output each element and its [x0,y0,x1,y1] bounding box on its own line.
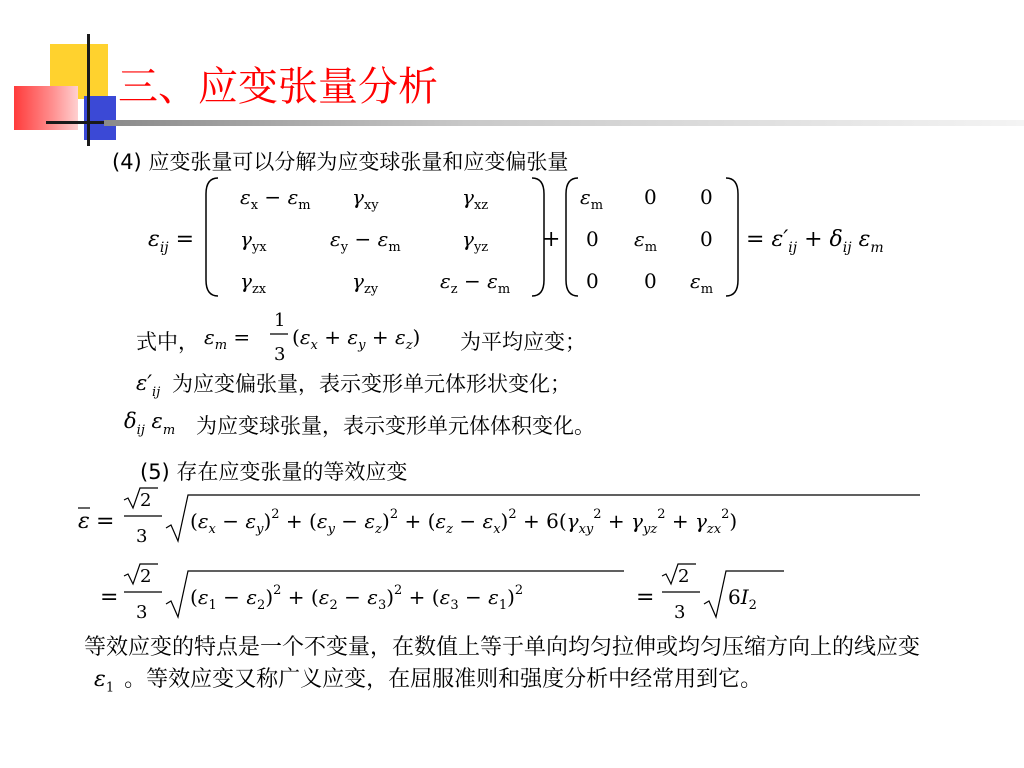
svg-text:ε: ε [78,509,90,534]
deviator-cell: $\varepsilon_z - \varepsilon_m$ [440,269,511,297]
decomposition-equation [140,170,920,305]
mean-strain-formula [200,302,462,372]
svg-text:=: = [96,509,115,534]
deviator-cell: $\varepsilon_y - \varepsilon_m$ [330,227,401,255]
deviator-cell: $\gamma_{yz}$ [462,227,489,255]
deviator-cell: $\gamma_{xz}$ [462,185,489,213]
deviator-cell: $\gamma_{yx}$ [240,227,267,255]
decor-vertical-line [87,34,90,146]
plus-sign: + [542,227,561,252]
inline-epsilon-1: $\varepsilon_1$ [94,667,115,696]
svg-text:3: 3 [274,344,286,365]
svg-text:3: 3 [136,602,148,623]
svg-text:(ε1 − ε2)2 + (ε2 − ε3)2 + (ε3: $(\varepsilon_1 - \varepsilon_2)^2 + (\varepsilon_2 - \varepsilon_3)^2 + (\varepsilon_3 - \varepsilon_1)^2$ [190,583,524,613]
sphere-cell: $\varepsilon_m$ [634,227,658,255]
svg-text:2: 2 [678,566,690,587]
svg-text:=: = [636,585,655,610]
svg-text:3: 3 [136,526,148,547]
svg-text:2: 2 [140,490,152,511]
title-underline [104,120,1024,126]
paragraph-part1: 等效应变的特点是一个不变量，在数值上等于单向均匀拉伸或均匀压缩方向上的线应变 [84,635,921,660]
sphere-cell: 0 [644,269,657,293]
paragraph-part2: 。等效应变又称广义应变，在屈服准则和强度分析中经常用到它。 [124,667,763,692]
svg-text:3: 3 [674,602,686,623]
item4-label: (4) 应变张量可以分解为应变球张量和应变偏张量 [112,150,569,174]
deviator-cell: $\gamma_{zy}$ [352,269,379,297]
svg-text:εm =: $\varepsilon_m$ = [204,325,251,353]
slide-title: 三、应变张量分析 [118,64,438,110]
deviator-cell: $\gamma_{zx}$ [240,269,267,297]
svg-text:(εx + εy + εz): $(\varepsilon_x + \varepsilon_y + \varepsilon_z)$ [292,325,421,353]
deviator-cell: $\varepsilon_x - \varepsilon_m$ [240,185,311,213]
sphere-right-bracket [726,178,738,296]
svg-text:(εx − εy)2 + (εy − εz)2 + (εz: $(\varepsilon_x - \varepsilon_y)^2 + (\varepsilon_y - \varepsilon_z)^2 + (\varepsilon_z - \varepsilon_x)^2 + 6(\gamma_{xy}^2 + \gamma_{yz}^2 + \gamma_{zx}^2)$ [190,507,738,537]
svg-text:6I2: $6I_2$ [728,585,757,613]
svg-text:2: 2 [140,566,152,587]
deviator-cell: $\gamma_{xy}$ [352,185,379,213]
sphere-cell: $\varepsilon_m$ [580,185,604,213]
sphere-symbol [122,404,194,444]
svg-text:1: 1 [274,310,286,331]
sphere-left-bracket [566,178,578,296]
deviator-text: 为应变偏张量，表示变形单元体形状变化； [172,372,571,396]
sphere-cell: 0 [700,185,713,209]
lhs-epsilon-ij: $\varepsilon_{ij}$ = [148,227,195,256]
equivalent-strain-paragraph [84,632,964,704]
svg-text:δij εm: $\delta_{ij}$ $\varepsilon_m$ [124,409,176,438]
sphere-cell: 0 [644,185,657,209]
deviator-left-bracket [206,178,218,296]
sphere-cell: 0 [586,269,599,293]
rhs-expression: = $\varepsilon'_{ij} + \delta_{ij}$ $\varepsilon_m$ [746,227,884,256]
item5-label: (5) 存在应变张量的等效应变 [140,460,408,484]
svg-text:=: = [100,585,119,610]
formula-intro: 式中， [136,330,199,354]
sphere-cell: $\varepsilon_m$ [690,269,714,297]
sphere-cell: 0 [700,227,713,251]
sphere-text: 为应变球张量，表示变形单元体体积变化。 [196,414,595,438]
mean-strain-text: 为平均应变； [460,330,586,354]
deviator-symbol [134,364,174,404]
equivalent-strain-formula [74,484,934,632]
sphere-cell: 0 [586,227,599,251]
svg-text:ε′ij: $\varepsilon'_{ij}$ [136,371,161,400]
